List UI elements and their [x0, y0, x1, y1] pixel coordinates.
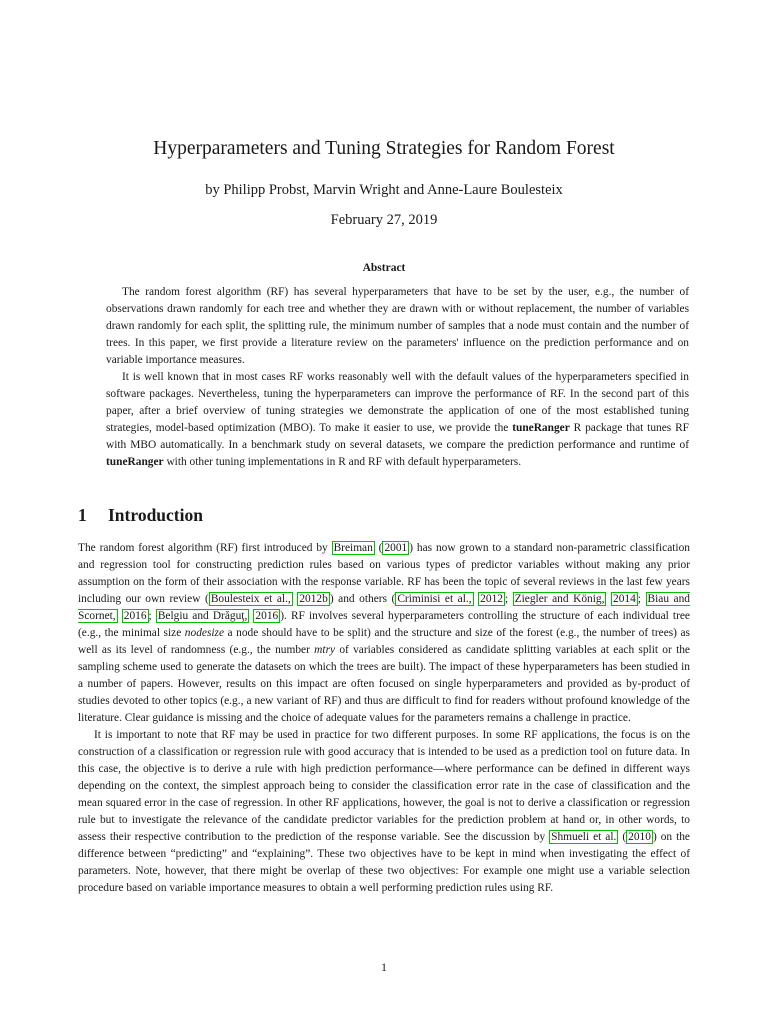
- section-heading: [78, 505, 203, 526]
- package-name: tuneRanger: [512, 422, 570, 434]
- abstract-text: with other tuning implementations in R and RF with default hyperparameters.: [163, 456, 522, 468]
- citation-link-boulesteix-year[interactable]: 2012b: [299, 593, 328, 605]
- section-number: 1: [78, 505, 87, 525]
- abstract-paragraph-2: [106, 369, 689, 471]
- term-nodesize: nodesize: [184, 627, 225, 639]
- citation-link-breiman[interactable]: Breiman: [333, 542, 373, 554]
- abstract-text: It is well known that in most cases RF works reasonably well with the default values of the hyperparameters specified in software packages. Nevertheless, tuning the hyperparameters can improve the performance of RF. In the second part of this paper, after a brief overview of tuning strategies we demonstrate the application of one of the most established tuning strategies, model-based optimization (MBO). To make it easier to use, we provide the: [106, 371, 689, 434]
- body-text: ;: [148, 610, 156, 622]
- body-text: The random forest algorithm (RF) first introduced by: [78, 542, 332, 554]
- body-text: (: [374, 542, 383, 554]
- page-number: 1: [381, 960, 387, 974]
- body-text: ) on the difference between “predicting” and “explaining”. These two objectives have to be kept in mind when investigating the effect of parameters. Note, however, that there might be overlap of these two objectives: For example one might use a variable selection procedure based on variable importance measures to obtain a well performing prediction rules using RF.: [78, 831, 690, 894]
- body-text: ;: [637, 593, 646, 605]
- citation-link-belgiu[interactable]: Belgiu and Drăguţ,: [157, 610, 248, 622]
- abstract-heading: Abstract: [362, 262, 406, 274]
- introduction-body: [78, 540, 690, 897]
- body-text: of variables considered as candidate splitting variables at each split or the sampling scheme used to generate the datasets on which the trees are built). The impact of these hyperparameters has been studied in a number of papers. However, results on this impact are often focused on single hyperparameters and provided as by-product of studies devoted to other topics (e.g., a new variant of RF) and thus are difficult to find for readers without profound knowledge of the literature. Clear guidance is missing and the choice of adequate values for the parameters remains a challenge in practice.: [78, 644, 690, 724]
- citation-link-belgiu-year[interactable]: 2016: [255, 610, 279, 622]
- body-text: ;: [504, 593, 513, 605]
- publication-date: February 27, 2019: [330, 212, 438, 228]
- citation-link-shmueli[interactable]: Shmueli et al.: [551, 831, 617, 843]
- citation-link-boulesteix[interactable]: Boulesteix et al.,: [210, 593, 291, 605]
- citation-link-biau[interactable]: Biau and Scornet,: [78, 593, 691, 622]
- body-text: (: [618, 831, 627, 843]
- abstract-text: R package that tunes RF with MBO automatically. In a benchmark study on several datasets, we compare the prediction performance and runtime of: [106, 422, 689, 451]
- body-text: ) and others (: [329, 593, 396, 605]
- body-text: a node should have to be split) and the structure and size of the forest (e.g., the number of trees) as well as its level of randomness (e.g., the number: [78, 627, 690, 656]
- section-title: Introduction: [108, 505, 203, 525]
- citation-link-ziegler[interactable]: Ziegler and König,: [514, 593, 605, 605]
- citation-link-criminisi-year[interactable]: 2012: [480, 593, 503, 605]
- citation-link-breiman-year[interactable]: 2001: [384, 542, 408, 554]
- author-line: by Philipp Probst, Marvin Wright and Anne-Laure Boulesteix: [205, 182, 563, 198]
- body-text: ) has now grown to a standard non-parametric classification and regression tool for constructing prediction rules based on various types of predictor variables without making any prior assumption on the form of their association with the response variable. RF has been the topic of several reviews in the last few years including our own review (: [78, 542, 690, 605]
- intro-paragraph-1: [78, 540, 690, 727]
- paper-title: Hyperparameters and Tuning Strategies for Random Forest: [153, 138, 615, 159]
- body-text: It is important to note that RF may be used in practice for two different purposes. In some RF applications, the focus is on the construction of a classification or regression rule with good accuracy that is intended to be used as a prediction tool on future data. In this case, the objective is to derive a rule with high prediction performance—where performance can be defined in different ways depending on the context, the simplest approach being to consider the classification error rate in the case of classification and the mean squared error in the case of regression. In other RF applications, however, the goal is not to derive a classification or regression rule but to investigate the relevance of the candidate predictor variables for the prediction problem at hand or, in other words, to assess their respective contribution to the prediction of the response variable. See the discussion by: [78, 729, 690, 843]
- citation-link-criminisi[interactable]: Criminisi et al.,: [397, 593, 472, 605]
- package-name: tuneRanger: [106, 456, 164, 468]
- citation-link-shmueli-year[interactable]: 2010: [628, 831, 651, 843]
- intro-paragraph-2: [78, 727, 690, 897]
- citation-link-ziegler-year[interactable]: 2014: [613, 593, 636, 605]
- abstract-body: [106, 284, 689, 471]
- body-text: ). RF involves several hyperparameters controlling the structure of each individual tree (e.g., the minimal size: [78, 610, 690, 639]
- term-mtry: mtry: [314, 644, 336, 656]
- citation-link-biau-year[interactable]: 2016: [123, 610, 147, 622]
- abstract-paragraph-1: The random forest algorithm (RF) has several hyperparameters that have to be set by the user, e.g., the number of observations drawn randomly for each tree and whether they are drawn with or without replacement, the number of variables drawn randomly for each split, the splitting rule, the minimum number of samples that a node must contain and the number of trees. In this paper, we first provide a literature review on the parameters' influence on the prediction performance and on variable importance measures.: [106, 286, 689, 366]
